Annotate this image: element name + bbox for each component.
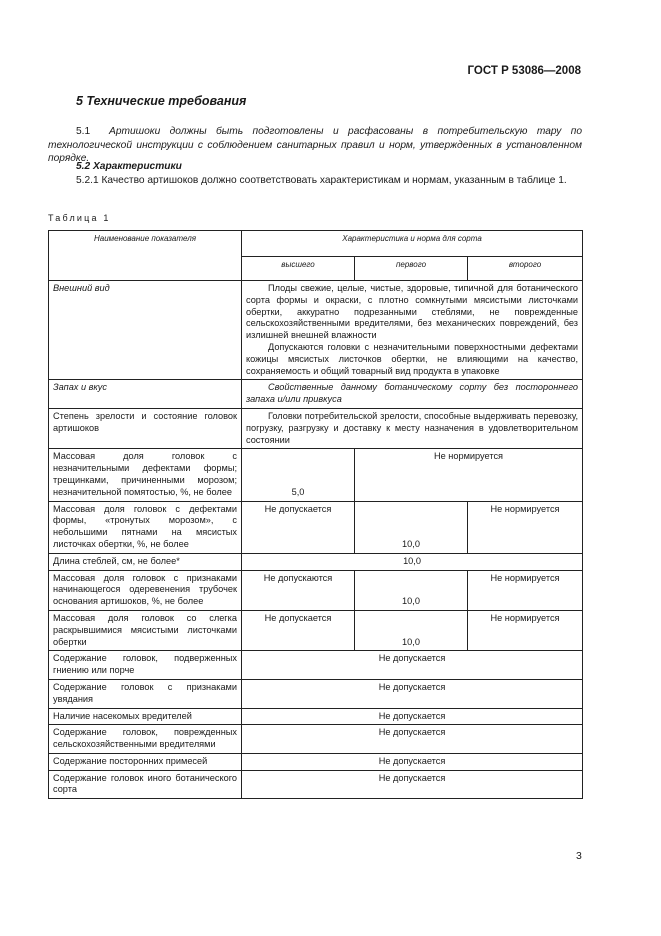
value-all-grades: 10,0 bbox=[242, 553, 583, 570]
value-highest: Не допускается bbox=[242, 501, 355, 553]
value-all-grades: Не допускается bbox=[242, 770, 583, 799]
table-row bbox=[49, 708, 583, 725]
table-row bbox=[49, 380, 583, 409]
table-row bbox=[49, 408, 583, 448]
table-caption: Таблица 1 bbox=[48, 213, 111, 223]
paragraph-5-2-1 bbox=[48, 174, 582, 188]
page-number: 3 bbox=[576, 850, 582, 862]
value-all-grades: Не допускается bbox=[242, 651, 583, 680]
description-paragraph: Допускаются головки с незначительными поверхностными дефектами кожицы мясистых листочков обертки, не влияющими на качество, сохраняемость и общий товарный вид продукта в упаковке bbox=[246, 341, 579, 376]
value-second: Не нормируется bbox=[468, 570, 583, 610]
row-name: Содержание головок, поврежденных сельскохозяйственными вредителями bbox=[49, 725, 242, 754]
description-paragraph: Головки потребительской зрелости, способные выдерживать перевозку, погрузку, разгрузку и доставку к месту назначения в удовлетворительном состоянии bbox=[246, 410, 579, 445]
header-grade-highest: высшего bbox=[242, 257, 355, 281]
value-first: 10,0 bbox=[355, 570, 468, 610]
description-paragraph: Свойственные данному ботаническому сорту без постороннего запаха и/или привкуса bbox=[246, 382, 579, 405]
table-row bbox=[49, 651, 583, 680]
paragraph-5-1 bbox=[48, 125, 582, 166]
table-row bbox=[49, 679, 583, 708]
row-name: Массовая доля головок с дефектами формы, «тронутых морозом», с небольшими пятнами на мясистых листочках обертки, %, не более bbox=[49, 501, 242, 553]
value-first: 10,0 bbox=[355, 501, 468, 553]
row-description bbox=[242, 408, 583, 448]
row-name: Содержание посторонних примесей bbox=[49, 753, 242, 770]
value-highest: 5,0 bbox=[242, 449, 355, 501]
value-second: Не нормируется bbox=[468, 610, 583, 650]
paragraph-5-2-1-text: 5.2.1 Качество артишоков должно соответствовать характеристикам и нормам, указанным в таблице 1. bbox=[76, 175, 567, 186]
row-description bbox=[242, 380, 583, 409]
header-grade-first: первого bbox=[355, 257, 468, 281]
row-name: Запах и вкус bbox=[49, 380, 242, 409]
table-row bbox=[49, 553, 583, 570]
characteristics-table bbox=[48, 230, 583, 799]
document-code: ГОСТ Р 53086—2008 bbox=[467, 65, 581, 77]
value-first-second: Не нормируется bbox=[355, 449, 583, 501]
row-name: Содержание головок иного ботанического сорта bbox=[49, 770, 242, 799]
value-first: 10,0 bbox=[355, 610, 468, 650]
header-grade-group: Характеристика и норма для сорта bbox=[242, 231, 583, 257]
subsection-title: 5.2 Характеристики bbox=[76, 161, 182, 172]
row-name: Длина стеблей, см, не более* bbox=[49, 553, 242, 570]
table-row bbox=[49, 570, 583, 610]
row-name: Массовая доля головок с признаками начинающегося одеревенения трубочек основания артишоков, %, не более bbox=[49, 570, 242, 610]
value-all-grades: Не допускается bbox=[242, 679, 583, 708]
value-all-grades: Не допускается bbox=[242, 708, 583, 725]
value-all-grades: Не допускается bbox=[242, 725, 583, 754]
value-all-grades: Не допускается bbox=[242, 753, 583, 770]
paragraph-5-1-text: Артишоки должны быть подготовлены и расфасованы в потребительскую тару по технологической инструкции с соблюдением санитарных правил и норм, утвержденных в установленном порядке. bbox=[48, 126, 582, 164]
row-name: Степень зрелости и состояние головок артишоков bbox=[49, 408, 242, 448]
row-name: Содержание головок с признаками увядания bbox=[49, 679, 242, 708]
paragraph-5-1-number: 5.1 bbox=[76, 126, 91, 137]
row-name: Массовая доля головок со слегка раскрывшимися мясистыми листочками обертки bbox=[49, 610, 242, 650]
value-highest: Не допускаются bbox=[242, 570, 355, 610]
header-indicator-name: Наименование показателя bbox=[49, 231, 242, 281]
row-name: Наличие насекомых вредителей bbox=[49, 708, 242, 725]
description-paragraph: Плоды свежие, целые, чистые, здоровые, типичной для ботанического сорта формы и окраски, с плотно сомкнутыми мясистыми листочками обертки, аккуратно подрезанными стеблями, не поврежденные сельскохозяйственными вредителями, без механических повреждений, без излишней внешней влажности bbox=[246, 283, 579, 341]
row-name: Содержание головок, подверженных гниению или порче bbox=[49, 651, 242, 680]
value-highest: Не допускается bbox=[242, 610, 355, 650]
row-name: Массовая доля головок с незначительными дефектами формы; трещинками, причиненными морозом; незначительной помятостью, %, не более bbox=[49, 449, 242, 501]
row-description bbox=[242, 281, 583, 380]
table-row bbox=[49, 281, 583, 380]
table-row bbox=[49, 501, 583, 553]
table-row bbox=[49, 725, 583, 754]
table-row bbox=[49, 753, 583, 770]
row-name: Внешний вид bbox=[49, 281, 242, 380]
header-grade-second: второго bbox=[468, 257, 583, 281]
table-row bbox=[49, 449, 583, 501]
value-second: Не нормируется bbox=[468, 501, 583, 553]
table-row bbox=[49, 770, 583, 799]
table-row bbox=[49, 610, 583, 650]
section-title: 5 Технические требования bbox=[76, 94, 247, 108]
